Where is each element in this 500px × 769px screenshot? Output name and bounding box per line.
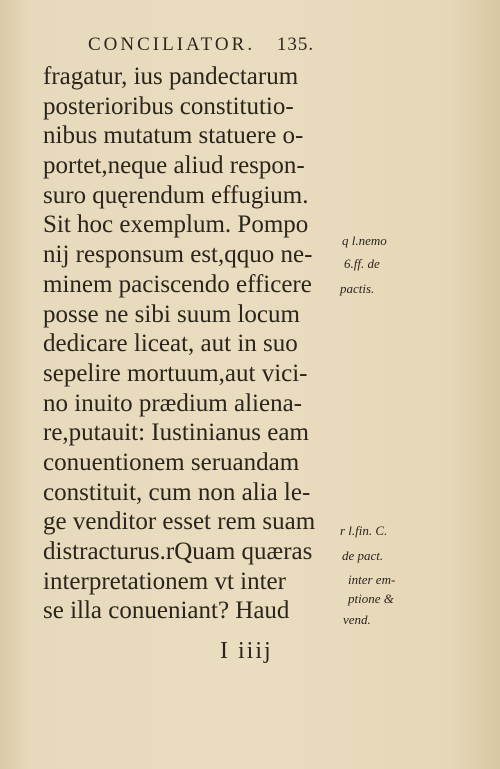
text-line: dedicare liceat, aut in suo — [43, 330, 298, 358]
text-line: fragatur, ius pandectarum — [43, 63, 299, 90]
margin-note: vend. — [343, 612, 371, 627]
running-head — [88, 34, 314, 56]
text-line: Sit hoc exemplum. Pompo — [43, 211, 309, 239]
text-line: conuentionem seruandam — [43, 448, 300, 476]
margin-note: ptione & — [348, 591, 394, 606]
text-line: distracturus.rQuam quæras — [43, 538, 313, 565]
margin-note: q l.nemo — [342, 233, 387, 248]
margin-note: de pact. — [342, 548, 384, 563]
text-line: posse ne sibi suum locum — [43, 300, 300, 328]
text-line: suro quęrendum effugium. — [43, 181, 309, 209]
text-line: portet,neque aliud respon- — [43, 152, 305, 180]
page-number: 135. — [276, 34, 315, 55]
margin-note: 6.ff. de — [344, 256, 380, 271]
text-line: ge venditor esset rem suam — [43, 508, 316, 536]
text-line: interpretationem vt inter — [43, 567, 286, 595]
text-line: sepelire mortuum,aut vici- — [43, 359, 308, 387]
text-line: nibus mutatum statuere o- — [43, 122, 304, 150]
margin-note: r l.fin. C. — [340, 523, 388, 538]
text-line: nij responsum est,qquo ne- — [43, 241, 313, 269]
text-line: se illa conueniant? Haud — [43, 597, 290, 625]
running-head-title: CONCILIATOR. — [88, 34, 256, 55]
margin-note: inter em- — [348, 572, 396, 587]
text-line: re,putauit: Iustinianus eam — [43, 419, 309, 447]
margin-note: pactis. — [340, 281, 375, 296]
text-line: minem paciscendo efficere — [43, 270, 312, 298]
signature-mark: I iiij — [220, 638, 273, 664]
body-text — [43, 62, 343, 626]
text-line: constituit, cum non alia le- — [43, 478, 311, 506]
text-line: no inuito prædium aliena- — [43, 389, 302, 417]
text-line: posterioribus constitutio- — [43, 92, 294, 120]
